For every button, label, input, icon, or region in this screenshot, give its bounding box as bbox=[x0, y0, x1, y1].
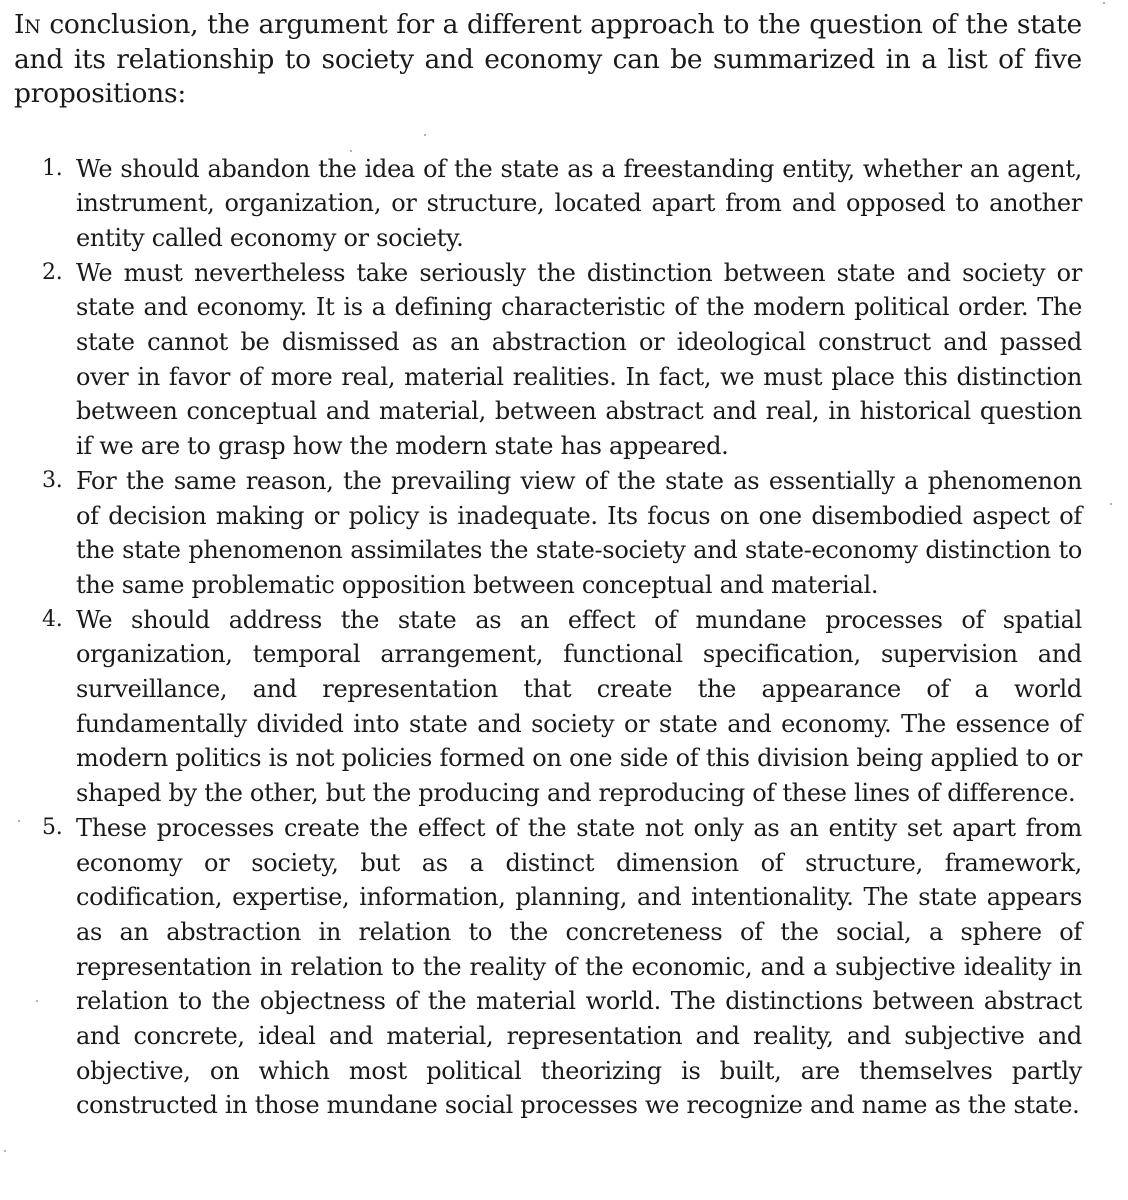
scan-speck bbox=[350, 150, 352, 152]
scan-speck bbox=[424, 134, 426, 136]
intro-paragraph bbox=[14, 8, 1082, 112]
proposition-text: We should abandon the idea of the state as a freestanding entity, whether an agent, instrument, organization, or structure, located apart from and opposed to another entity called economy or society. bbox=[76, 154, 1082, 252]
proposition-number: 4. bbox=[42, 606, 63, 632]
proposition-item bbox=[14, 464, 1082, 603]
scan-speck bbox=[18, 820, 20, 822]
proposition-item bbox=[14, 603, 1082, 811]
scan-speck bbox=[1110, 503, 1112, 505]
proposition-item bbox=[14, 152, 1082, 256]
proposition-number: 1. bbox=[42, 155, 63, 181]
propositions-list bbox=[14, 152, 1082, 1124]
intro-text: conclusion, the argument for a different approach to the question of the state and its relationship to society and economy can be summarized in a list of five propositions: bbox=[14, 9, 1082, 109]
proposition-text: We must nevertheless take seriously the distinction between state and society or state and economy. It is a defining characteristic of the modern political order. The state cannot be dismissed as an abstraction or ideological construct and passed over in favor of more real, material realities. In fact, we must place this distinction between conceptual and material, between abstract and real, in historical question if we are to grasp how the modern state has appeared. bbox=[76, 258, 1082, 461]
proposition-number: 5. bbox=[42, 814, 63, 840]
proposition-item bbox=[14, 256, 1082, 464]
proposition-number: 3. bbox=[42, 467, 63, 493]
intro-lead-small-caps: In bbox=[14, 9, 41, 40]
proposition-text: We should address the state as an effect of mundane processes of spatial organization, temporal arrangement, functional specification, supervision and surveillance, and representation that create the appearance of a world fundamentally divided into state and society or state and economy. The essence of modern politics is not policies formed on one side of this division being applied to or shaped by the other, but the producing and reproducing of these lines of difference. bbox=[76, 605, 1082, 808]
proposition-text: For the same reason, the prevailing view of the state as essentially a phenomenon of decision making or policy is inadequate. Its focus on one disembodied aspect of the state phenomenon assimilates the state-society and state-economy distinction to the same problematic opposition between conceptual and material. bbox=[76, 466, 1082, 599]
proposition-number: 2. bbox=[42, 259, 63, 285]
scan-speck bbox=[36, 1000, 38, 1002]
proposition-text: These processes create the effect of the state not only as an entity set apart from economy or society, but as a distinct dimension of structure, framework, codification, expertise, information, planning, and intentionality. The state appears as an abstraction in relation to the concreteness of the social, a sphere of representation in relation to the reality of the economic, and a subjective ideality in relation to the objectness of the material world. The distinctions between abstract and concrete, ideal and material, representation and reality, and subjective and objective, on which most political theorizing is built, are themselves partly constructed in those mundane social processes we recognize and name as the state. bbox=[76, 813, 1082, 1120]
scan-speck bbox=[1103, 2, 1105, 4]
proposition-item bbox=[14, 811, 1082, 1123]
page bbox=[14, 8, 1082, 1123]
scan-speck bbox=[4, 1150, 6, 1152]
